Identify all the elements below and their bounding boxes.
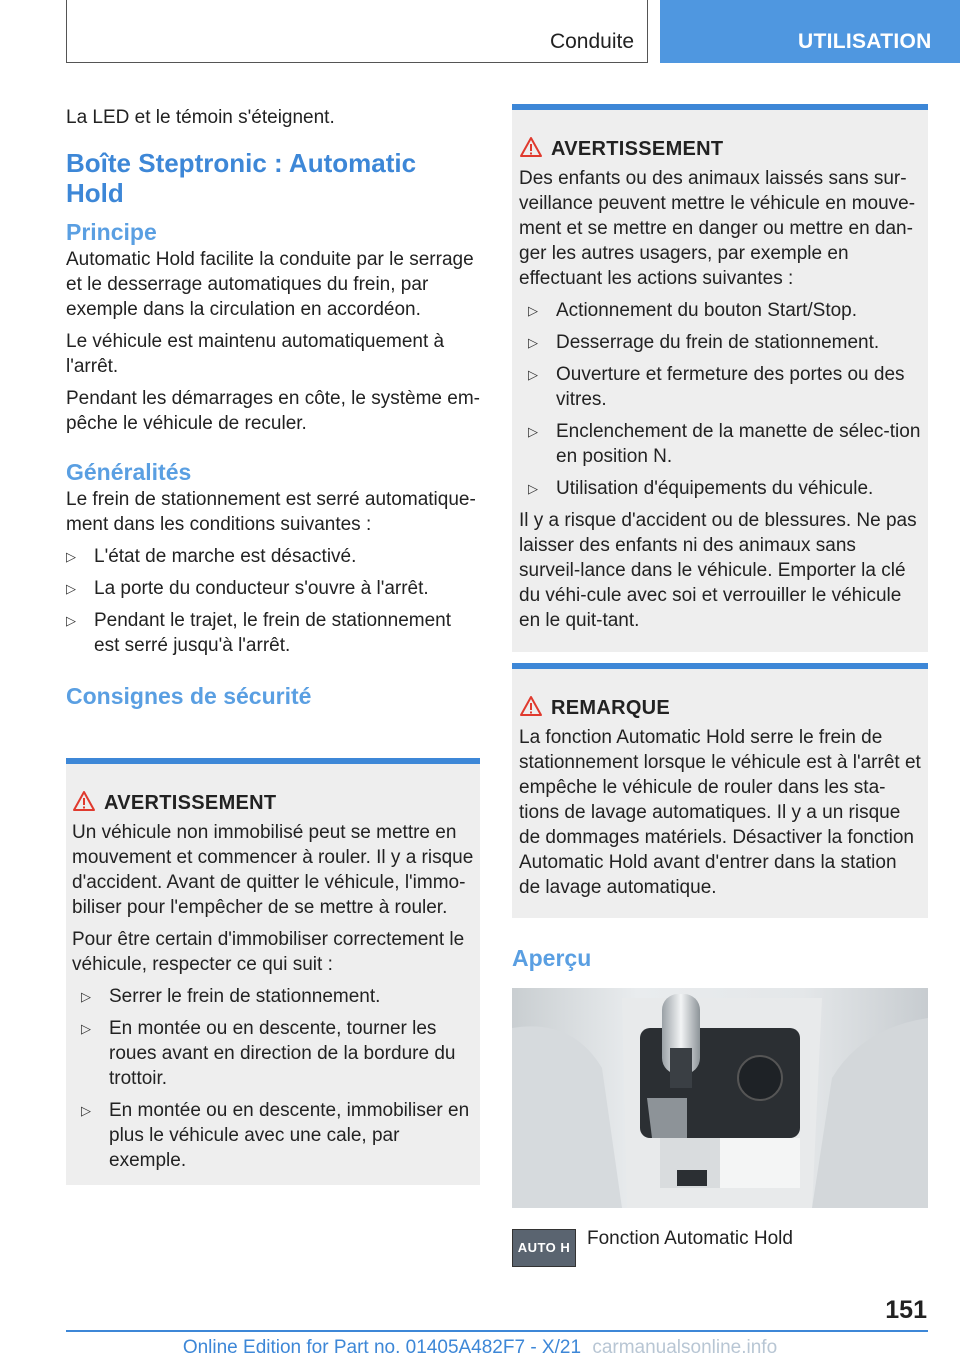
warning-list [528,298,922,501]
footer-divider [66,1330,928,1332]
principe-paragraph-2: Le véhicule est maintenu automatiquement à l'arrêt. [66,331,445,377]
warning-box-right [512,104,928,652]
list-item: ▷ Pendant le trajet, le frein de stationnement est serré jusqu'à l'arrêt. [66,610,452,656]
warning-title: AVERTISSEMENT [519,136,922,162]
principe-paragraph-1: Automatic Hold facilite la conduite par le serrage et le desserrage automatiques du frein, par exemple dans la circulation en accordéon. [66,249,474,320]
warning-paragraph-1: Des enfants ou des animaux laissés sans sur‐veillance peuvent mettre le véhicule en mouve‐ment et se mettre en danger ou mettre en dan‐ger les autres usagers, par exemple en effectuant les actions suivantes : [519,168,916,289]
list-item: ▷ Actionnement du bouton Start/Stop. [528,300,858,321]
triangle-right-icon: ▷ [528,367,538,382]
warning-paragraph-1: Un véhicule non immobilisé peut se mettre en mouvement et commencer à rouler. Il y a risque d'accident. Avant de quitter le véhicule, l'immo‐biliser pour l'empêcher de se mettre à rouler. [72,822,474,918]
warning-list [81,984,474,1173]
warning-triangle-icon [519,136,551,165]
triangle-right-icon: ▷ [528,335,538,350]
list-item: ▷ Utilisation d'équipements du véhicule. [528,478,874,499]
note-title: REMARQUE [519,695,922,721]
triangle-right-icon: ▷ [66,581,76,596]
note-paragraph: La fonction Automatic Hold serre le frein de stationnement lorsque le véhicule est à l'arrêt et empêche le véhicule de rouler dans les sta‐tions de lavage automatiques. Il y a un risque de dommages matériels. Désactiver la fonction Automatic Hold avant d'entrer dans la station de lavage automatique. [519,727,921,898]
triangle-right-icon: ▷ [81,989,91,1004]
securite-heading: Consignes de sécurité [66,683,312,709]
triangle-right-icon: ▷ [81,1103,91,1118]
header-section-title: Conduite [549,30,634,53]
intro-text: La LED et le témoin s'éteignent. [66,107,335,128]
left-column [66,105,480,710]
triangle-right-icon: ▷ [81,1021,91,1036]
header-chapter-tab [660,0,960,63]
page-number: 151 [885,1296,927,1324]
section-title-line2: Hold [66,178,124,208]
list-item: ▷ Serrer le frein de stationnement. [81,986,381,1007]
center-console-photo [512,988,928,1208]
warning-paragraph-2: Pour être certain d'immobiliser correctement le véhicule, respecter ce qui suit : [72,929,465,975]
warning-paragraph-2: Il y a risque d'accident ou de blessures. Ne pas laisser des enfants ni des animaux sans surveil‐lance dans le véhicule. Emporter la clé du véhi‐cule avec soi et verrouiller le véhicule en le quit‐tant. [519,510,917,631]
list-item: ▷ Enclenchement de la manette de sélec‐tion en position N. [528,421,921,467]
apercu-heading: Aperçu [512,945,592,971]
generalites-heading: Généralités [66,459,192,485]
warning-triangle-icon [519,695,551,724]
section-title-line1: Boîte Steptronic : Automatic [66,148,417,178]
figure-caption: Fonction Automatic Hold [587,1228,793,1249]
principe-heading: Principe [66,219,157,245]
generalites-paragraph: Le frein de stationnement est serré automatique‐ment dans les conditions suivantes : [66,489,476,535]
header-section-box [66,0,648,63]
generalites-list [66,544,480,658]
header-chapter-title: UTILISATION [798,30,932,53]
triangle-right-icon: ▷ [66,549,76,564]
warning-triangle-icon [72,790,104,819]
list-item: ▷ En montée ou en descente, immobiliser en plus le véhicule avec une cale, par exemple. [81,1100,470,1171]
watermark: carmanualsonline.info [592,1337,778,1358]
auto-hold-button-icon: AUTO H [512,1229,576,1267]
list-item: ▷ En montée ou en descente, tourner les roues avant en direction de la bordure du trottoir. [81,1018,456,1089]
list-item: ▷ L'état de marche est désactivé. [66,546,357,567]
triangle-right-icon: ▷ [528,424,538,439]
triangle-right-icon: ▷ [528,303,538,318]
warning-box-left [66,758,480,1185]
footer-edition: Online Edition for Part no. 01405A482F7 - X/21 carmanualsonline.info [182,1337,778,1358]
triangle-right-icon: ▷ [66,613,76,628]
list-item: ▷ La porte du conducteur s'ouvre à l'arrêt. [66,578,429,599]
list-item: ▷ Desserrage du frein de stationnement. [528,332,880,353]
list-item: ▷ Ouverture et fermeture des portes ou des vitres. [528,364,905,410]
principe-paragraph-3: Pendant les démarrages en côte, le système em‐pêche le véhicule de reculer. [66,388,480,434]
note-box [512,663,928,918]
triangle-right-icon: ▷ [528,481,538,496]
warning-title: AVERTISSEMENT [72,790,474,816]
